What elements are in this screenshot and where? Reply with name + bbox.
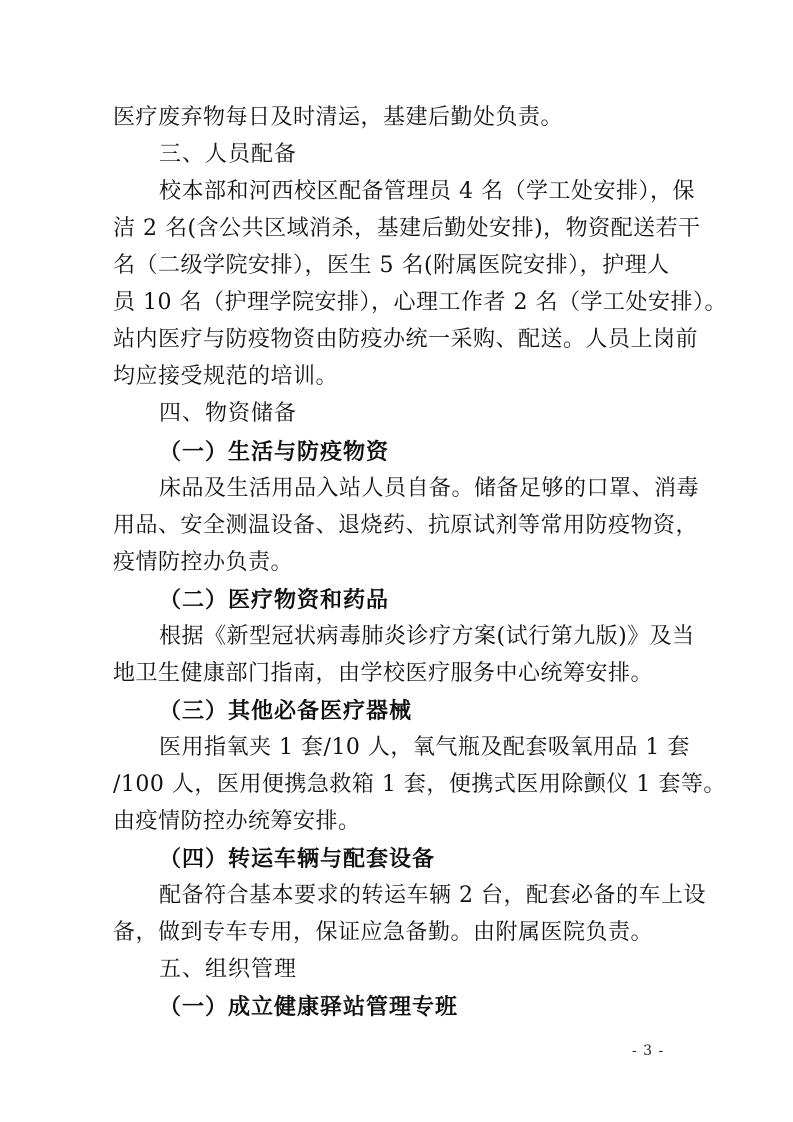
paragraph-line: 配备符合基本要求的转运车辆 2 台，配套必备的车上设 bbox=[159, 883, 706, 908]
paragraph-line: 由疫情防控办统筹安排。 bbox=[113, 809, 361, 834]
paragraph-line: 均应接受规范的培训。 bbox=[113, 364, 339, 389]
paragraph-line: 地卫生健康部门指南，由学校医疗服务中心统筹安排。 bbox=[113, 661, 654, 686]
subsection-heading: （三）其他必备医疗器械 bbox=[159, 698, 413, 724]
paragraph-line: 站内医疗与防疫物资由防疫办统一采购、配送。人员上岗前 bbox=[113, 327, 699, 352]
paragraph-line: 洁 2 名(含公共区域消杀，基建后勤处安排)，物资配送若干 bbox=[113, 216, 701, 241]
paragraph-line: 校本部和河西校区配备管理员 4 名（学工处安排），保 bbox=[159, 179, 695, 204]
paragraph-line: 用品、安全测温设备、退烧药、抗原试剂等常用防疫物资， bbox=[113, 513, 699, 538]
page-number: - 3 - bbox=[632, 1043, 665, 1059]
paragraph-line: 根据《新型冠状病毒肺炎诊疗方案(试行第九版)》及当 bbox=[159, 624, 695, 649]
paragraph-line: 备，做到专车专用，保证应急备勤。由附属医院负责。 bbox=[113, 920, 654, 945]
paragraph-line: /100 人，医用便携急救箱 1 套，便携式医用除颤仪 1 套等。 bbox=[113, 772, 726, 797]
subsection-heading: （一）成立健康驿站管理专班 bbox=[159, 994, 459, 1020]
paragraph-line: 医用指氧夹 1 套/10 人，氧气瓶及配套吸氧用品 1 套 bbox=[159, 735, 690, 760]
paragraph-line: 名（二级学院安排），医生 5 名(附属医院安排），护理人 bbox=[113, 253, 670, 278]
paragraph-line: 疫情防控办负责。 bbox=[113, 550, 294, 575]
paragraph-line: 员 10 名（护理学院安排），心理工作者 2 名（学工处安排）。 bbox=[113, 290, 727, 315]
paragraph-line: 医疗废弃物每日及时清运，基建后勤处负责。 bbox=[113, 105, 564, 130]
subsection-heading: （一）生活与防疫物资 bbox=[159, 439, 390, 465]
paragraph-line: 床品及生活用品入站人员自备。储备足够的口罩、消毒 bbox=[159, 476, 700, 501]
subsection-heading: （二）医疗物资和药品 bbox=[159, 587, 390, 613]
section-heading-4: 四、物资储备 bbox=[159, 401, 298, 426]
section-heading-3: 三、人员配备 bbox=[159, 142, 298, 167]
subsection-heading: （四）转运车辆与配套设备 bbox=[159, 846, 436, 872]
section-heading-5: 五、组织管理 bbox=[159, 957, 298, 982]
